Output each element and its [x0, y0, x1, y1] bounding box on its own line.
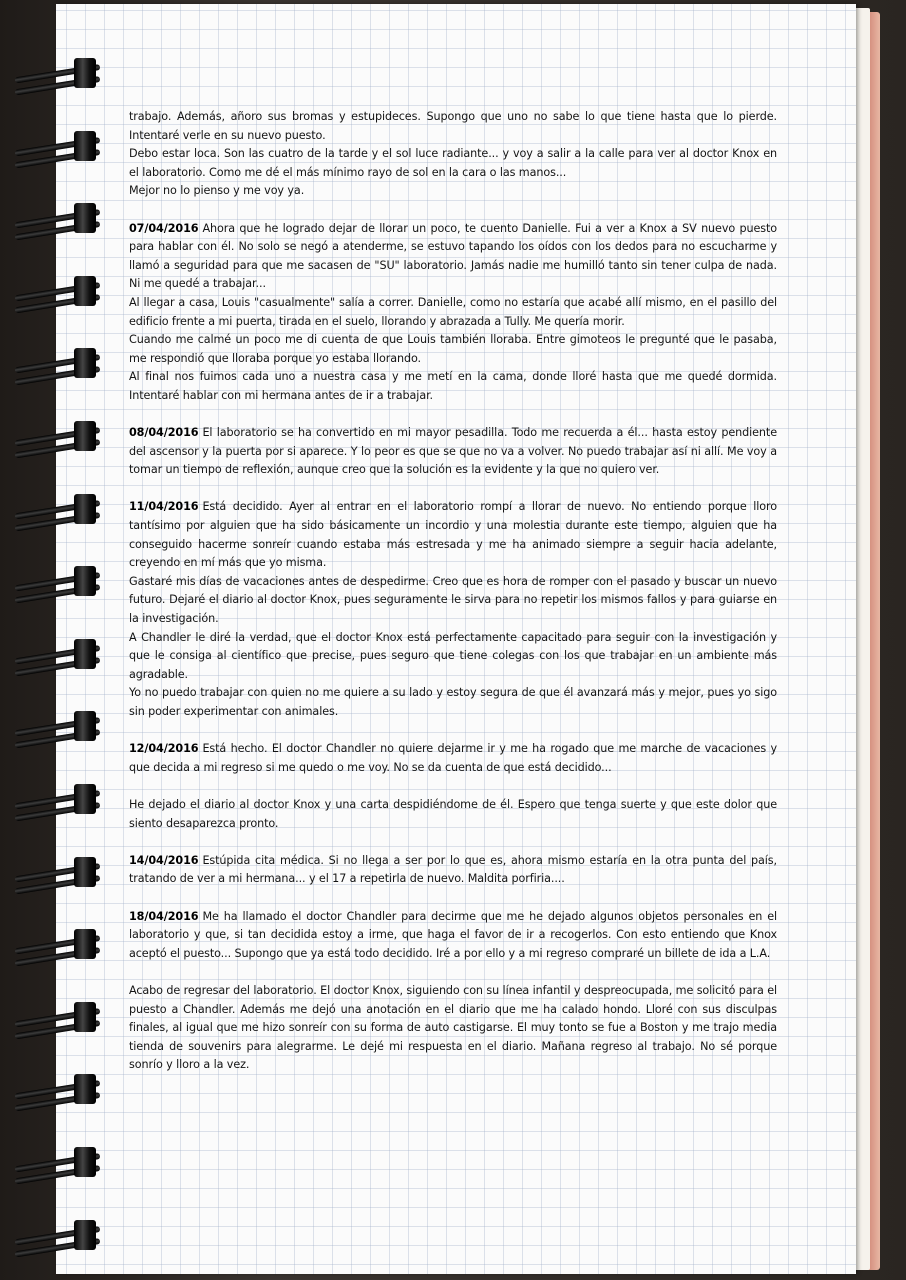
entry-line: Debo estar loca. Son las cuatro de la tarde y el sol luce radiante... y voy a salir a la calle para ver al doctor Knox en el laboratorio. Como me dé el más mínimo rayo de sol en la cara o las manos...: [129, 147, 777, 179]
entry-line: He dejado el diario al doctor Knox y una carta despidiéndome de él. Espero que tenga suerte y que este dolor que siento desaparezca pronto.: [129, 797, 777, 830]
entry-line: Acabo de regresar del laboratorio. El doctor Knox, siguiendo con su línea infantil y despreocupada, me solicitó para el puesto a Chandler. Además me dejó una anotación en el diario que me ha calado hondo. Lloré con sus disculpas finales, al igual que me hizo sonreír con su forma de auto castigarse. El muy tonto se fue a Boston y me trajo media tienda de souvenirs para alegrarme. Le dejé mi respuesta en el diario. Mañana regreso al trabajo. No sé porque sonrío y lloro a la vez.: [129, 983, 777, 1072]
entry-line: Mejor no lo pienso y me voy ya.: [129, 184, 305, 198]
entry-date: 12/04/2016: [129, 742, 199, 756]
entry-date: 18/04/2016: [129, 909, 199, 923]
spiral-ring: [14, 784, 100, 814]
diary-entry: [129, 908, 777, 964]
entry-line: Yo no puedo trabajar con quien no me quiere a su lado y estoy segura de que él avanzará más y mejor, pues yo sigo sin poder experimentar con animales.: [129, 686, 777, 718]
entry-date: 14/04/2016: [129, 853, 199, 867]
spiral-ring: [14, 203, 100, 233]
entry-line: [129, 740, 777, 777]
spiral-ring: [14, 1002, 100, 1032]
diary-entry: [129, 108, 777, 201]
entry-line: A Chandler le diré la verdad, que el doctor Knox está perfectamente capacitado para seguir con la investigación y que le consiga al científico que precise, pues seguro que tiene colegas con los que trabajar en un ambiente más agradable.: [129, 630, 777, 681]
spiral-ring: [14, 711, 100, 741]
spiral-ring: [14, 1147, 100, 1177]
entry-text: Me ha llamado el doctor Chandler para decirme que me he dejado algunos objetos personales en el laboratorio y que, si tan decidida estoy a irme, que haga el favor de ir a recogerlos. Con esto entiendo que Knox aceptó el puesto... Supongo que ya está todo decidido. Iré a por ello y a mi regreso compraré un billete de ida a L.A.: [129, 909, 777, 960]
entry-text: Ahora que he logrado dejar de llorar un poco, te cuento Danielle. Fui a ver a Knox a SV nuevo puesto para hablar con él. No solo se negó a atenderme, se estuvo tapando los oídos con los dedos para no escucharme y llamó a seguridad para que me sacasen de "SU" laboratorio. Jamás nadie me humilló tanto sin tener culpa de nada. Ni me quedé a trabajar...: [129, 221, 777, 291]
entry-line: [129, 424, 777, 480]
diary-entry: [129, 498, 777, 721]
entry-date: 08/04/2016: [129, 426, 199, 440]
spiral-ring: [14, 929, 100, 959]
diary-entry: [129, 852, 777, 889]
entry-text: El laboratorio se ha convertido en mi mayor pesadilla. Todo me recuerda a él... hasta estoy pendiente del ascensor y la puerta por si aparece. Y lo peor es que se que no va a volver. No puedo trabajar así ni allí. Me voy a tomar un tiempo de reflexión, aunque creo que la solución es la evidente y la que no quiero ver.: [129, 426, 777, 477]
entry-line: Cuando me calmé un poco me di cuenta de que Louis también lloraba. Entre gimoteos le pregunté que le pasaba, me respondió que lloraba porque yo estaba llorando.: [129, 333, 777, 365]
entry-date: 07/04/2016: [129, 221, 199, 235]
entry-text: Está hecho. El doctor Chandler no quiere dejarme ir y me ha rogado que me marche de vacaciones y que decida a mi regreso si me quedo o me voy. No se da cuenta de que está decidido...: [129, 742, 777, 774]
diary-entry: [129, 740, 777, 777]
spiral-ring: [14, 348, 100, 378]
entry-line: Gastaré mis días de vacaciones antes de despedirme. Creo que es hora de romper con el pasado y buscar un nuevo futuro. Dejaré el diario al doctor Knox, pues seguramente le sirva para no repetir los mismos fallos y para guiarse en la investigación.: [129, 574, 777, 626]
entry-line: [129, 908, 777, 964]
entry-date: 11/04/2016: [129, 500, 199, 514]
spiral-ring: [14, 857, 100, 887]
spiral-ring: [14, 639, 100, 669]
spiral-ring: [14, 58, 100, 88]
entry-line: [129, 220, 777, 294]
spiral-ring: [14, 131, 100, 161]
spiral-ring: [14, 1074, 100, 1104]
spiral-ring: [14, 421, 100, 451]
entry-text: Está decidido. Ayer al entrar en el laboratorio rompí a llorar de nuevo. No entiendo porque lloro tantísimo por alguien que ha sido básicamente un incordio y una molestia durante este tiempo, alguien que ha conseguido hacerme sonreír cuando estaba más estresada y me ha animado siempre a seguir hacia adelante, creyendo en mí más que yo misma.: [129, 500, 777, 570]
entry-line: trabajo. Además, añoro sus bromas y estupideces. Supongo que uno no sabe lo que tiene hasta que lo pierde. Intentaré verle en su nuevo puesto.: [129, 110, 777, 142]
entry-line: [129, 852, 777, 889]
diary-entry: [129, 424, 777, 480]
diary-entry: [129, 220, 777, 406]
spiral-ring: [14, 1220, 100, 1250]
entry-line: Al llegar a casa, Louis "casualmente" salía a correr. Danielle, como no estaría que acabé allí mismo, en el pasillo del edificio frente a mi puerta, tirada en el suelo, llorando y abrazada a Tully. Me quería morir.: [129, 295, 777, 328]
diary-text: [129, 108, 777, 1093]
entry-text: Estúpida cita médica. Si no llega a ser por lo que es, ahora mismo estaría en la otra punta del país, tratando de ver a mi hermana... y el 17 a repetirla de nuevo. Maldita porfiria....: [129, 853, 777, 886]
spiral-ring: [14, 494, 100, 524]
entry-line: Al final nos fuimos cada uno a nuestra casa y me metí en la cama, donde lloré hasta que me quedé dormida. Intentaré hablar con mi hermana antes de ir a trabajar.: [129, 370, 777, 402]
diary-entry: [129, 796, 777, 833]
entry-line: [129, 498, 777, 572]
spiral-ring: [14, 276, 100, 306]
spiral-ring: [14, 566, 100, 596]
diary-entry: [129, 982, 777, 1075]
